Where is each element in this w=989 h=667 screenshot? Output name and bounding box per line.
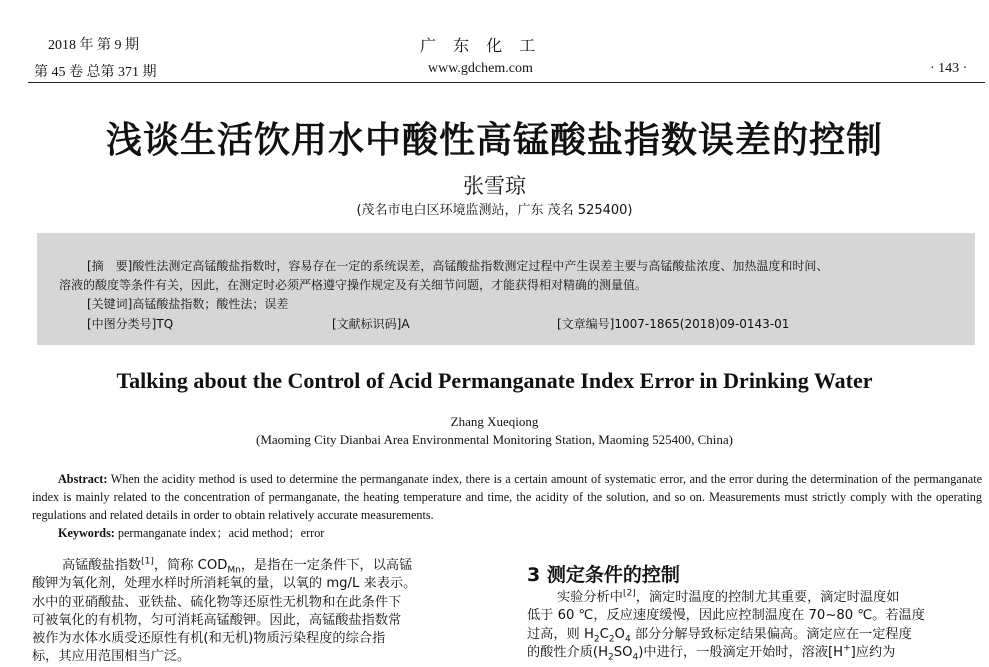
body-right-column	[527, 589, 985, 662]
body-line: 酸钾为氧化剂，处理水样时所消耗氧的量，以氧的 mg/L 来表示。	[32, 576, 417, 592]
body-line: 可被氧化的有机物，匀可消耗高锰酸钾。因此，高锰酸盐指数常	[32, 612, 402, 628]
volume-info: 第 45 卷 总第 371 期	[34, 65, 157, 80]
paper-title-en: Talking about the Control of Acid Permanganate Index Error in Drinking Water	[116, 368, 873, 393]
keywords-en	[58, 524, 324, 541]
body-line: 被作为水体水质受还原性有机(和无机)物质污染程度的综合指	[32, 631, 386, 647]
body-line: 标，其应用范围相当广泛。	[32, 649, 191, 665]
journal-url: www.gdchem.com	[428, 61, 533, 76]
document-code: [文献标识码]A	[332, 317, 410, 331]
abstract-cn-box	[37, 233, 975, 345]
author-cn: 张雪琼	[463, 174, 526, 198]
affiliation-en: (Maoming City Dianbai Area Environmental Monitoring Station, Maoming 525400, China)	[256, 432, 733, 447]
body-line: 实验分析中[2]，滴定时温度的控制尤其重要，滴定时温度如	[557, 589, 900, 605]
clc-number: [中图分类号]TQ	[87, 317, 174, 331]
abstract-en-label: Abstract:	[58, 472, 108, 486]
section-heading: 3 测定条件的控制	[527, 564, 680, 586]
author-en: Zhang Xueqiong	[450, 414, 539, 429]
abstract-cn-line2: 溶液的酸度等条件有关，因此，在测定时必须严格遵守操作规定及有关细节问题，才能获得相对精确的测量值。	[59, 278, 648, 292]
keywords-en-text: permanganate index；acid method；error	[117, 526, 325, 540]
page-number: · 143 ·	[930, 61, 968, 76]
body-line: 高锰酸盐指数[1]，简称 $COD_{Mn}$，是指在一定条件下，以高锰	[62, 557, 413, 576]
body-left-column	[32, 557, 492, 667]
abstract-cn-line1: [摘 要]酸性法测定高锰酸盐指数时，容易存在一定的系统误差，高锰酸盐指数测定过程中产生误差主要与高锰酸盐浓度、加热温度和时间、	[87, 259, 829, 273]
affiliation-cn: (茂名市电白区环境监测站，广东 茂名 525400)	[356, 203, 633, 218]
body-line: 的酸性介质$(H_2SO_4)$中进行，一般滴定开始时，溶液[H+]应约为	[527, 643, 896, 663]
body-line: 低于 60 ℃，反应速度缓慢，因此应控制温度在 70~80 ℃。若温度	[527, 608, 925, 624]
abstract-en	[32, 470, 982, 524]
body-line: 水中的亚硝酸盐、亚铁盐、硫化物等还原性无机物和在此条件下	[32, 594, 402, 610]
issue-info: 2018 年 第 9 期	[48, 38, 139, 53]
abstract-en-text: When the acidity method is used to determine the permanganate index, there is a certain amount of systematic error, and the error during the determination of the permanganate index is mainly related to the concentration of permanganate, the heating temperature and time, the acidity of the solution, and so on. Measurements must strictly comply with the operating regulations and related details in order to obtain relatively accurate measurements.	[32, 472, 982, 522]
header-rule	[28, 82, 985, 83]
keywords-en-label: Keywords:	[58, 526, 115, 540]
keywords-cn: [关键词]高锰酸盐指数；酸性法；误差	[87, 297, 289, 311]
journal-name: 广 东 化 工	[420, 36, 542, 55]
body-line: 过高，则 $H_2C_2O_4$ 部分分解导致标定结果偏高。滴定应在一定程度	[527, 626, 912, 644]
article-number: [文章编号]1007-1865(2018)09-0143-01	[557, 317, 790, 331]
paper-title-cn: 浅谈生活饮用水中酸性高锰酸盐指数误差的控制	[105, 120, 883, 161]
